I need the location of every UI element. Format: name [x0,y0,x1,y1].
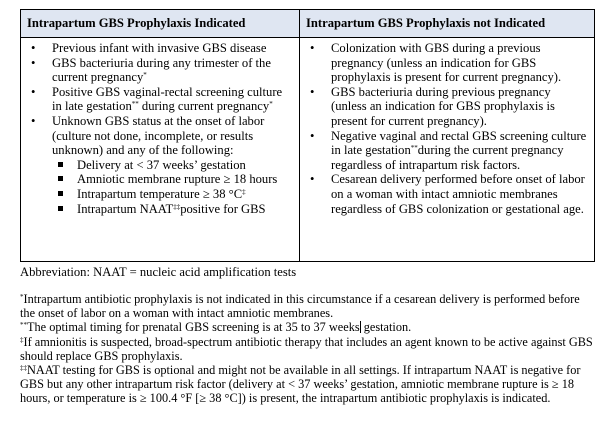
abbreviation-note: Abbreviation: NAAT = nucleic acid amplification tests [20,265,297,279]
footnotes [20,292,595,406]
list-item: • Positive GBS vaginal-rectal screening culture in late gestation** during current pregnancy* [27,85,293,114]
sub-list-item: Intrapartum temperature ≥ 38 °C‡ [52,187,293,202]
sub-list-item: Delivery at < 37 weeks’ gestation [52,158,293,173]
footnote: *Intrapartum antibiotic prophylaxis is not indicated in this circumstance if a cesarean delivery is performed before the onset of labor on a woman with intact amniotic membranes. [20,292,580,321]
list-item: • Cesarean delivery performed before onset of labor on a woman with intact amniotic membranes regardless of GBS colonization or gestational age. [306,172,588,216]
footnote: ‡If amnionitis is suspected, broad-spectrum antibiotic therapy that includes an agent known to be active against GBS should replace GBS prophylaxis. [20,334,593,363]
not-indicated-list [306,41,588,216]
footnote: ‡‡NAAT testing for GBS is optional and might not be available in all settings. If intrapartum NAAT is negative for GBS but any other intrapartum risk factor (delivery at < 37 weeks’ gestation, amniotic membrane rupture is ≥ 18 hours, or temperature is ≥ 100.4 °F [≥ 38 °C]) is present, the intrapartum antibiotic prophylaxis is indicated. [20,363,581,406]
indicated-cell [21,38,300,261]
list-item: • Unknown GBS status at the onset of labor (culture not done, incomplete, or results unknown) and any of the following: Delivery at < 37 weeks’ gestation Amniotic membrane rupture ≥ 18 hours Intrapartum temperature ≥ 38 °C‡ Intrapartum NAAT‡‡positive for GBS [27,114,293,216]
table-body-row [21,38,594,261]
risk-factor-sublist [52,158,293,216]
list-item: • Negative vaginal and rectal GBS screening culture in late gestation**during the current pregnancy regardless of intrapartum risk factors. [306,129,588,173]
indicated-list [27,41,293,216]
list-item: • GBS bacteriuria during any trimester of the current pregnancy* [27,56,293,85]
header-prophylaxis-not-indicated: Intrapartum GBS Prophylaxis not Indicated [306,16,546,30]
header-prophylaxis-indicated: Intrapartum GBS Prophylaxis Indicated [21,10,300,37]
list-item: • GBS bacteriuria during previous pregnancy (unless an indication for GBS prophylaxis is present for current pregnancy). [306,85,588,129]
footnote: **The optimal timing for prenatal GBS screening is at 35 to 37 weeks gestation. [20,320,412,335]
list-item: • Colonization with GBS during a previous pregnancy (unless an indication for GBS prophylaxis is present for current pregnancy). [306,41,588,85]
table-header-row [21,10,594,38]
gbs-prophylaxis-table [20,9,595,262]
not-indicated-cell [300,38,594,261]
sub-list-item: Intrapartum NAAT‡‡positive for GBS [52,202,293,217]
sub-list-item: Amniotic membrane rupture ≥ 18 hours [52,172,293,187]
list-item: • Previous infant with invasive GBS disease [27,41,293,56]
